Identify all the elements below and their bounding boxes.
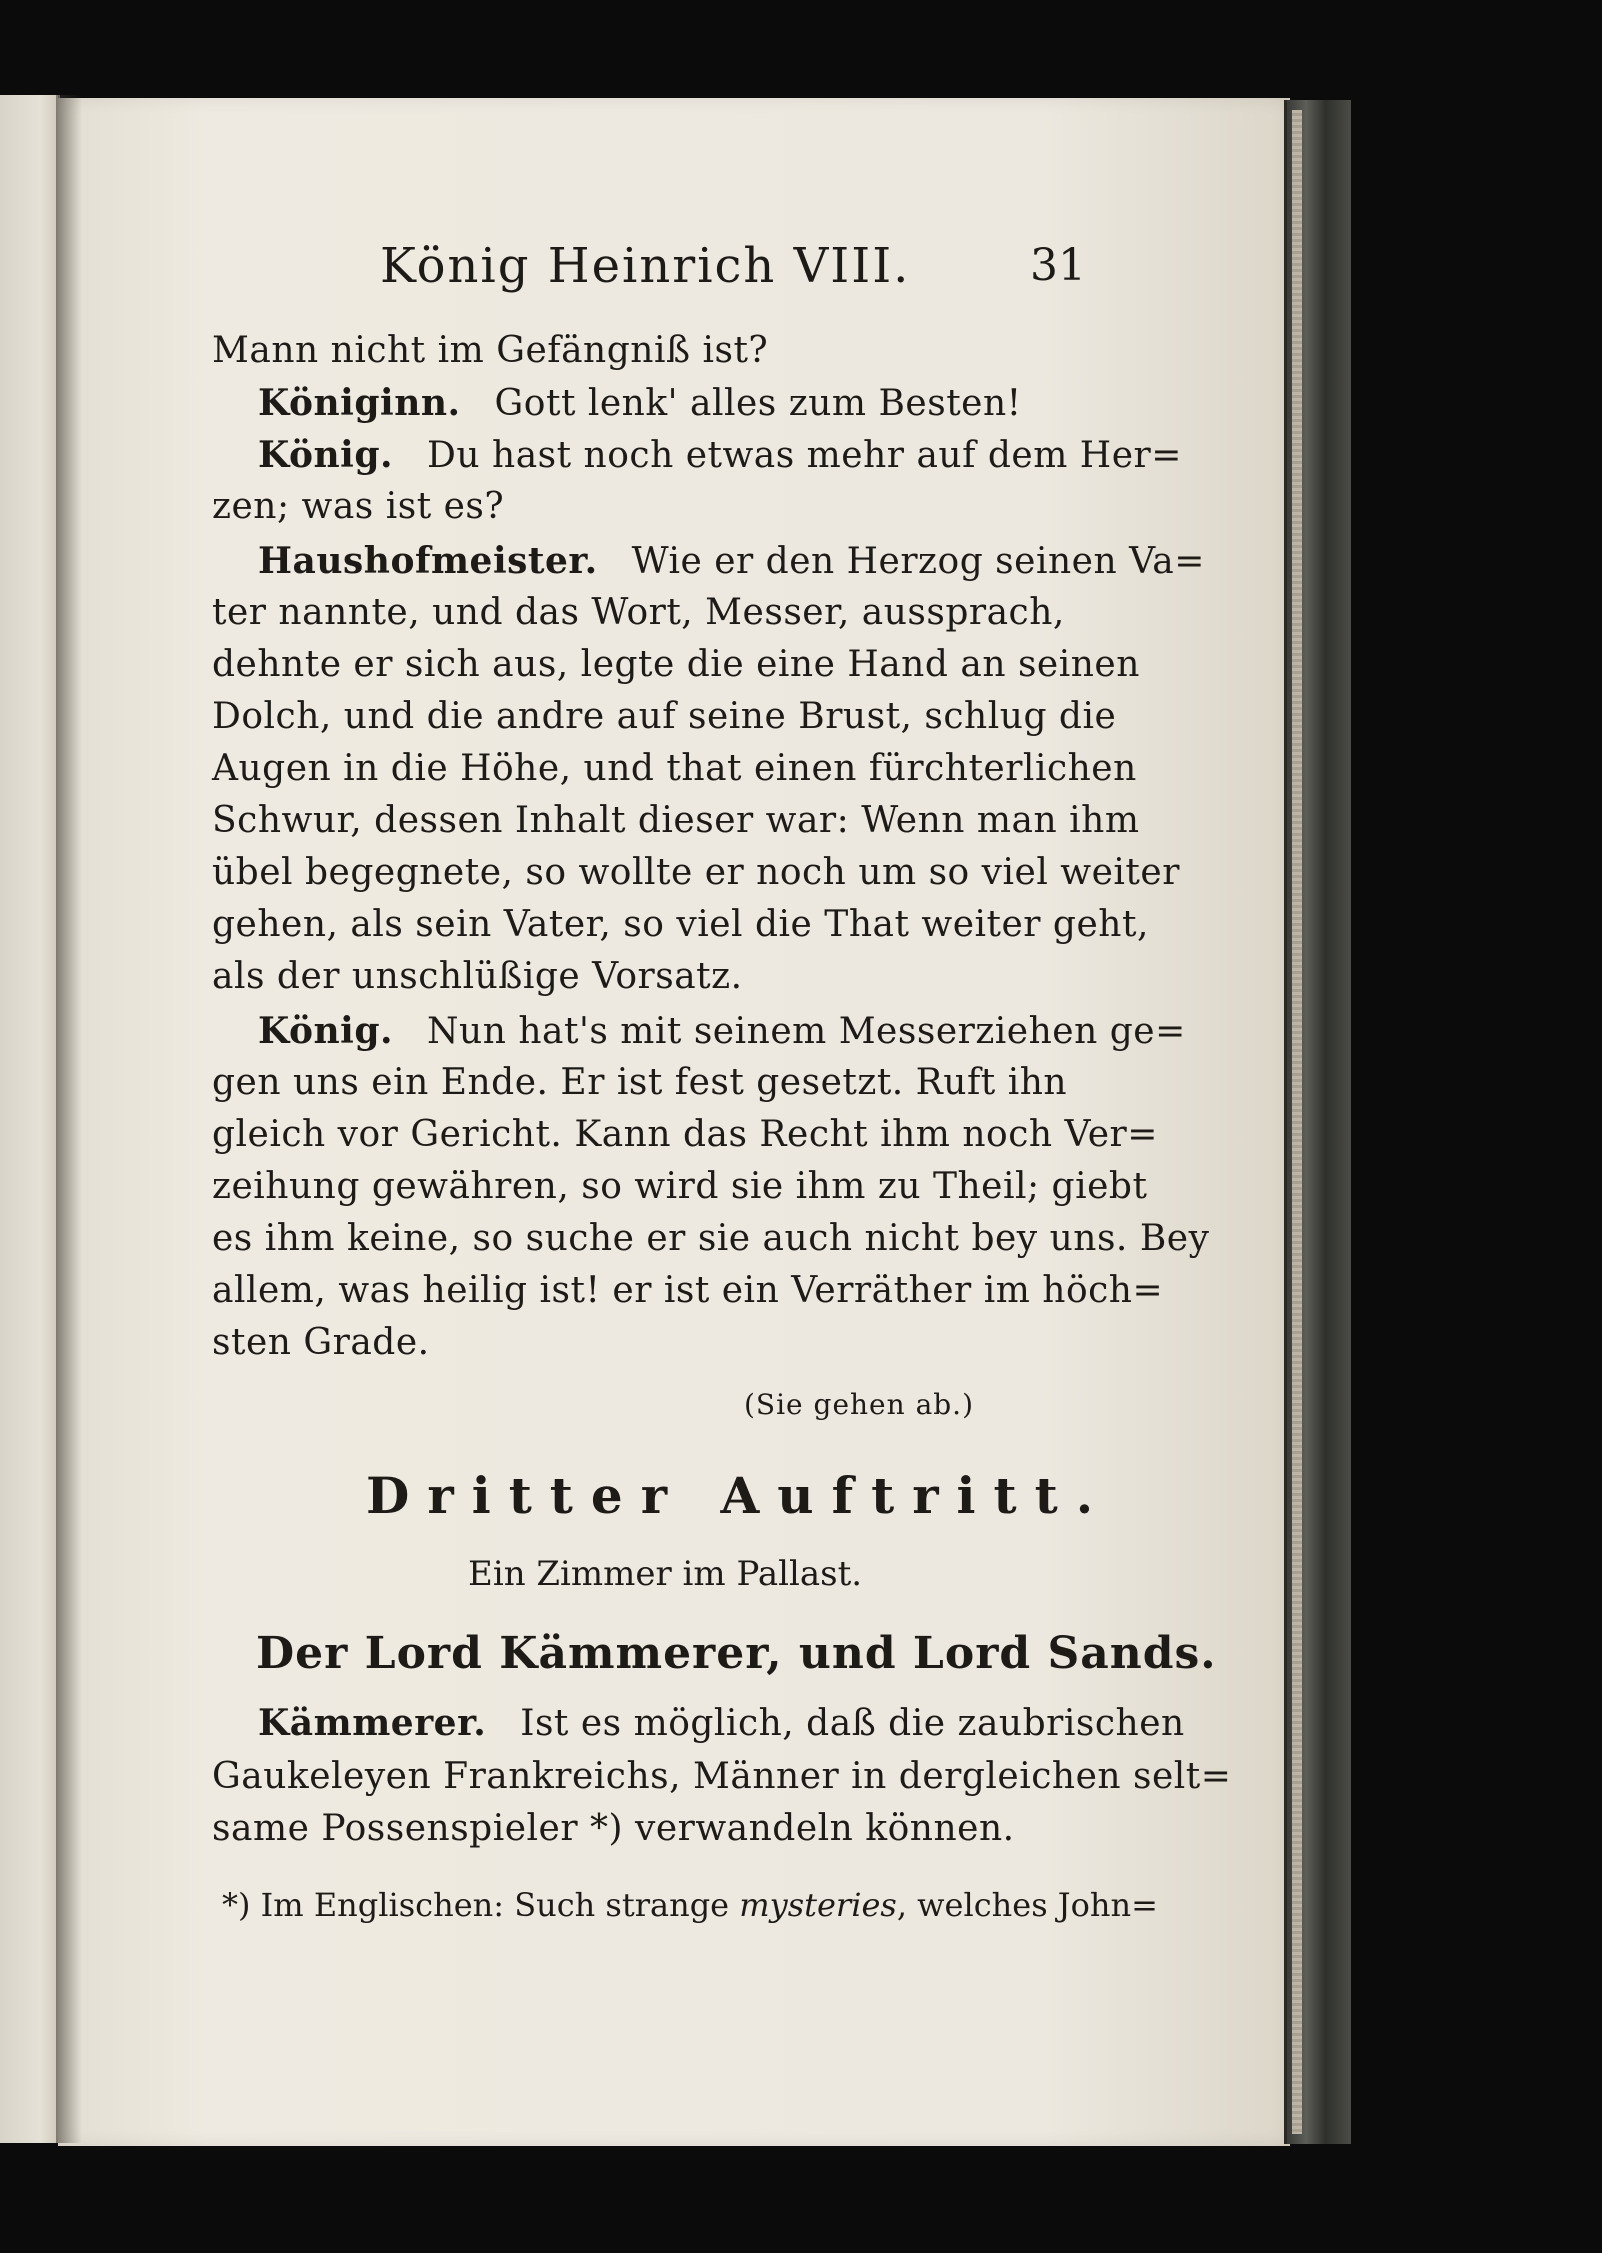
text-line: Schwur, dessen Inhalt dieser war: Wenn man ihm (212, 800, 1140, 841)
scene-heading: Dritter Auftritt. (366, 1466, 1112, 1525)
speech: Du hast noch etwas mehr auf dem Her= (427, 435, 1182, 476)
scene-characters: Der Lord Kämmerer, und Lord Sands. (256, 1628, 1217, 1679)
footnote-rest: , welches John= (896, 1886, 1158, 1924)
speaker-name: Kämmerer. (258, 1702, 487, 1744)
speaker-name: Haushofmeister. (258, 540, 598, 582)
footnote (222, 1886, 1158, 1924)
text-line: zen; was ist es? (212, 486, 505, 527)
scene-location: Ein Zimmer im Pallast. (468, 1554, 863, 1594)
footnote-english: Such strange (514, 1886, 730, 1924)
text-line: als der unschlüßige Vorsatz. (212, 956, 743, 997)
text-line (258, 540, 1205, 582)
speech: Wie er den Herzog seinen Va= (631, 541, 1205, 582)
speech: Ist es möglich, daß die zaubrischen (520, 1703, 1185, 1744)
text-line: gen uns ein Ende. Er ist fest gesetzt. Ruft ihn (212, 1062, 1068, 1103)
footnote-italic-term: mysteries (739, 1886, 897, 1924)
running-head-title: König Heinrich VIII. (380, 238, 911, 294)
speaker-name: König. (258, 1010, 394, 1052)
text-line: gleich vor Gericht. Kann das Recht ihm noch Ver= (212, 1114, 1158, 1155)
text-line (258, 434, 1182, 476)
page-number: 31 (1030, 240, 1086, 291)
text-line: ter nannte, und das Wort, Messer, aussprach, (212, 592, 1065, 633)
text-line: same Possenspieler *) verwandeln können. (212, 1808, 1015, 1849)
text-line: Gaukeleyen Frankreichs, Männer in dergleichen selt= (212, 1756, 1232, 1797)
text-line: gehen, als sein Vater, so viel die That weiter geht, (212, 904, 1149, 945)
previous-page-edge (0, 95, 60, 2143)
speaker-name: Königinn. (258, 382, 461, 424)
text-line: Dolch, und die andre auf seine Brust, schlug die (212, 696, 1117, 737)
page-block-edge (1292, 110, 1302, 2134)
text-line: Mann nicht im Gefängniß ist? (212, 330, 769, 371)
page-gutter-shadow (56, 95, 82, 2143)
speaker-name: König. (258, 434, 394, 476)
text-line: übel begegnete, so wollte er noch um so viel weiter (212, 852, 1180, 893)
text-line: zeihung gewähren, so wird sie ihm zu Theil; giebt (212, 1166, 1148, 1207)
text-line (258, 1010, 1186, 1052)
footnote-marker: *) Im Englischen: (222, 1886, 505, 1924)
text-line (258, 1702, 1185, 1744)
text-line: sten Grade. (212, 1322, 430, 1363)
text-line (258, 382, 1022, 424)
text-line: es ihm keine, so suche er sie auch nicht bey uns. Bey (212, 1218, 1210, 1259)
text-line: allem, was heilig ist! er ist ein Verräther im höch= (212, 1270, 1164, 1311)
text-line: Augen in die Höhe, und that einen fürchterlichen (212, 748, 1137, 789)
stage-direction: (Sie gehen ab.) (744, 1388, 975, 1421)
speech: Gott lenk' alles zum Besten! (494, 383, 1022, 424)
text-line: dehnte er sich aus, legte die eine Hand an seinen (212, 644, 1140, 685)
speech: Nun hat's mit seinem Messerziehen ge= (427, 1011, 1186, 1052)
